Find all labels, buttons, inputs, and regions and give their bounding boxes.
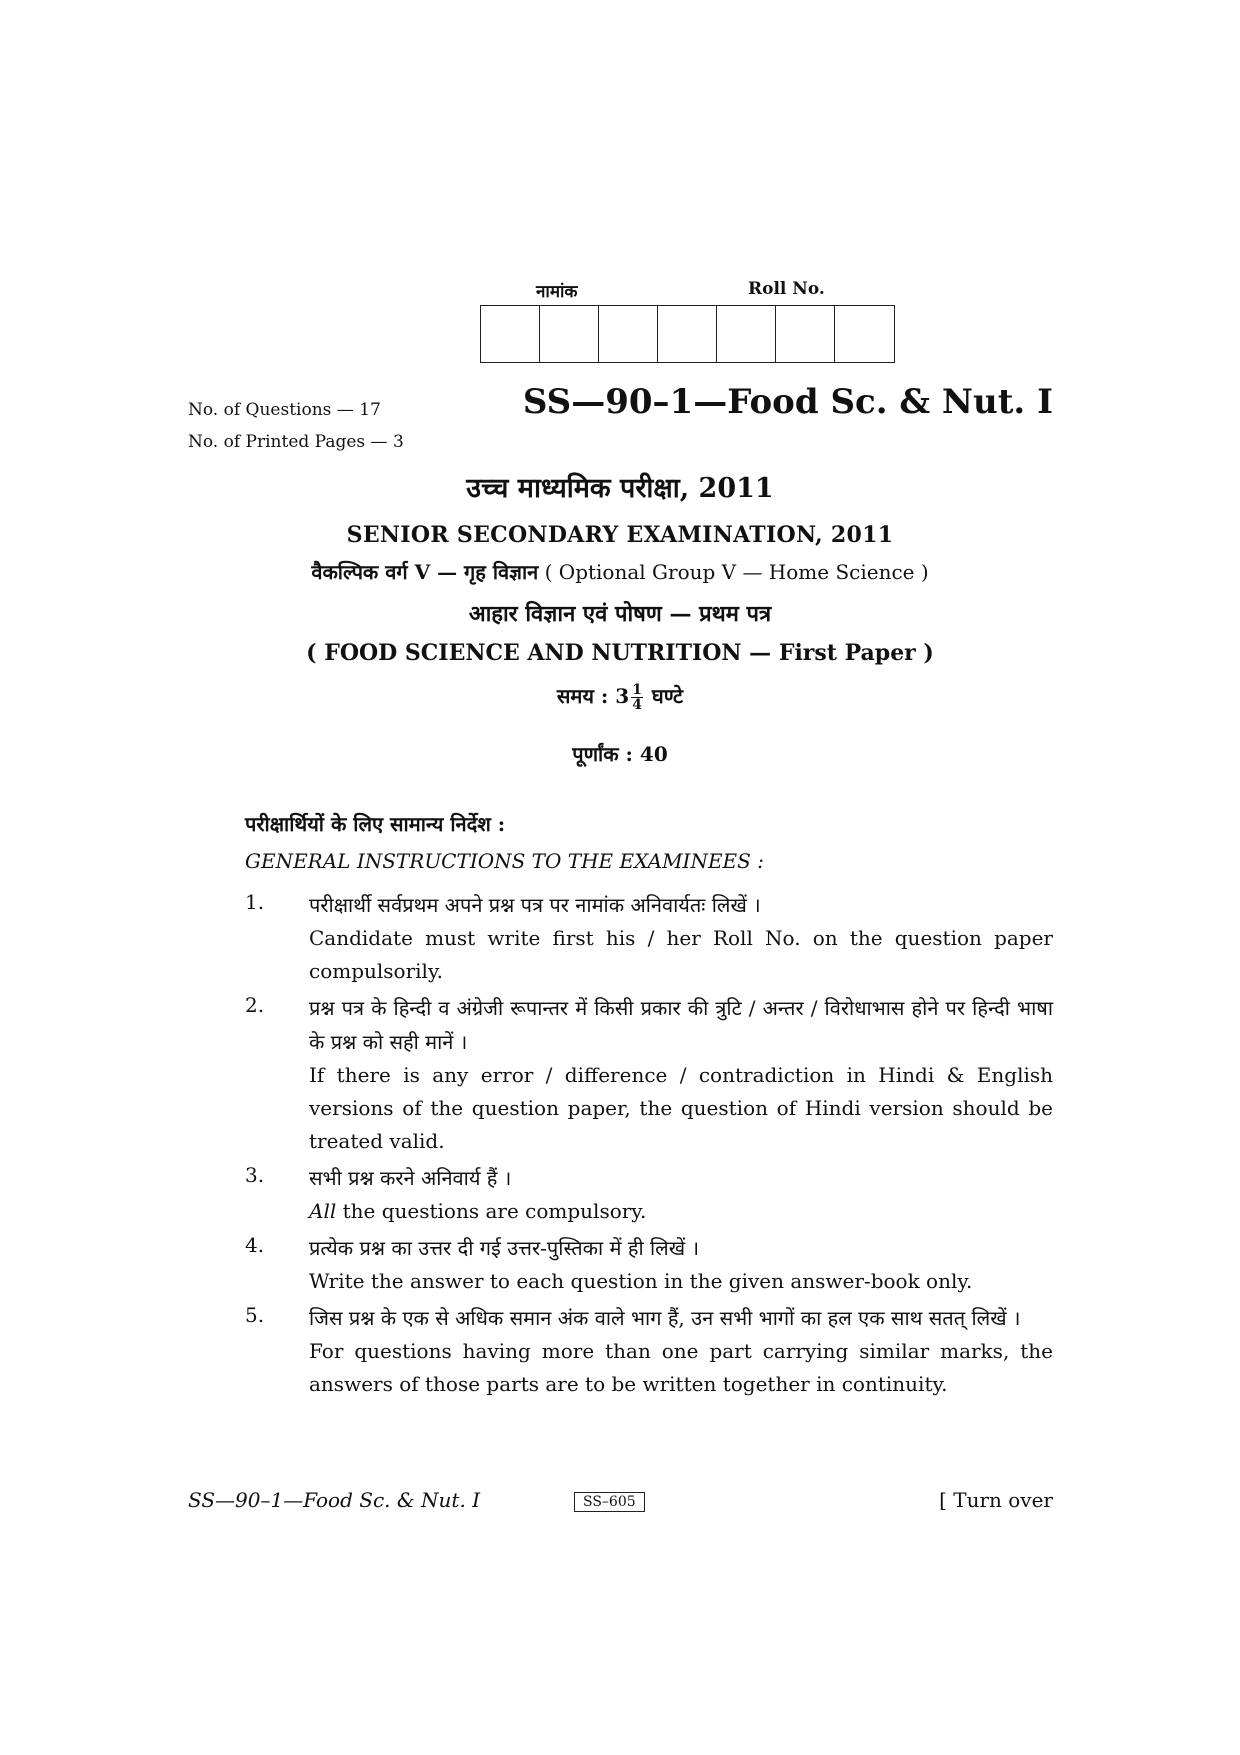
fraction-numerator: 1: [632, 682, 642, 698]
instruction-english: Candidate must write first his / her Roll No. on the question paper compulsorily.: [309, 926, 1053, 983]
roll-label-english: Roll No.: [748, 279, 825, 299]
instruction-item: [245, 888, 1053, 988]
instruction-item: [245, 991, 1053, 1158]
instruction-number: 2.: [245, 993, 265, 1017]
instruction-english: Write the answer to each question in the given answer-book only.: [309, 1269, 973, 1293]
instruction-english-rest: the questions are compulsory.: [336, 1199, 647, 1223]
instruction-item: [245, 1231, 1053, 1298]
instruction-hindi: जिस प्रश्न के एक से अधिक समान अंक वाले भाग हैं, उन सभी भागों का हल एक साथ सतत् लिखें ।: [309, 1306, 1021, 1330]
roll-number-labels: [480, 279, 900, 303]
roll-digit-box[interactable]: [540, 306, 599, 362]
time-fraction: [631, 683, 643, 712]
group-english: ( Optional Group V — Home Science ): [544, 560, 929, 584]
page-count: No. of Printed Pages — 3: [188, 432, 404, 452]
instruction-item: [245, 1161, 1053, 1228]
instruction-number: 1.: [245, 890, 265, 914]
roll-digit-box[interactable]: [658, 306, 717, 362]
instructions-heading: GENERAL INSTRUCTIONS TO THE EXAMINEES :: [245, 849, 764, 873]
instruction-number: 3.: [245, 1163, 265, 1187]
roll-digit-box[interactable]: [776, 306, 835, 362]
group-hindi: वैकल्पिक वर्ग V — गृह विज्ञान: [311, 560, 539, 584]
question-count: No. of Questions — 17: [188, 400, 381, 420]
turn-over-note: [ Turn over: [939, 1488, 1053, 1512]
footer-series-code: SS–605: [574, 1492, 645, 1512]
roll-digit-box[interactable]: [599, 306, 658, 362]
max-marks: पूर्णांक : 40: [572, 742, 668, 766]
roll-digit-box[interactable]: [717, 306, 776, 362]
paper-code-title: SS—90–1—Food Sc. & Nut. I: [522, 382, 1053, 422]
instruction-number: 5.: [245, 1303, 265, 1327]
instructions-heading-hindi: परीक्षार्थियों के लिए सामान्य निर्देश :: [245, 812, 506, 836]
instruction-item: [245, 1301, 1053, 1401]
instruction-english: [309, 1195, 1053, 1228]
optional-group: [190, 558, 1050, 585]
instruction-hindi: परीक्षार्थी सर्वप्रथम अपने प्रश्न पत्र पर नामांक अनिवार्यतः लिखें ।: [309, 893, 761, 917]
exam-title-hindi: उच्च माध्यमिक परीक्षा, 2011: [466, 473, 774, 504]
instruction-hindi: सभी प्रश्न करने अनिवार्य हैं ।: [309, 1166, 512, 1190]
instruction-hindi: प्रत्येक प्रश्न का उत्तर दी गई उत्तर-पुस्तिका में ही लिखें ।: [309, 1236, 700, 1260]
instructions-list: [245, 888, 1053, 1404]
paper-title: ( FOOD SCIENCE AND NUTRITION — First Paper ): [306, 640, 934, 666]
instruction-number: 4.: [245, 1233, 265, 1257]
footer-paper-code: SS—90–1—Food Sc. & Nut. I: [188, 1488, 481, 1512]
instruction-hindi: प्रश्न पत्र के हिन्दी व अंग्रेजी रूपान्तर में किसी प्रकार की त्रुटि / अन्तर / विरोधाभास होने पर हिन्दी भाषा के प्रश्न को सही मानें ।: [309, 996, 1053, 1054]
time-prefix: समय : 3: [556, 684, 630, 708]
fraction-denominator: 4: [632, 697, 642, 713]
roll-digit-box[interactable]: [481, 306, 540, 362]
roll-label-hindi: नामांक: [536, 282, 578, 302]
instruction-emphasis: All: [309, 1199, 337, 1223]
roll-digit-box[interactable]: [835, 306, 894, 362]
instruction-english: For questions having more than one part carrying similar marks, the answers of those parts are to be written together in continuity.: [309, 1339, 1053, 1396]
time-allowed: [190, 682, 1050, 712]
instruction-english: If there is any error / difference / contradiction in Hindi & English versions of the question paper, the question of Hindi version should be treated valid.: [309, 1063, 1053, 1153]
paper-title-hindi: आहार विज्ञान एवं पोषण — प्रथम पत्र: [468, 601, 772, 627]
exam-title: SENIOR SECONDARY EXAMINATION, 2011: [346, 522, 894, 548]
time-suffix: घण्टे: [651, 684, 684, 708]
roll-number-boxes: [480, 305, 895, 363]
